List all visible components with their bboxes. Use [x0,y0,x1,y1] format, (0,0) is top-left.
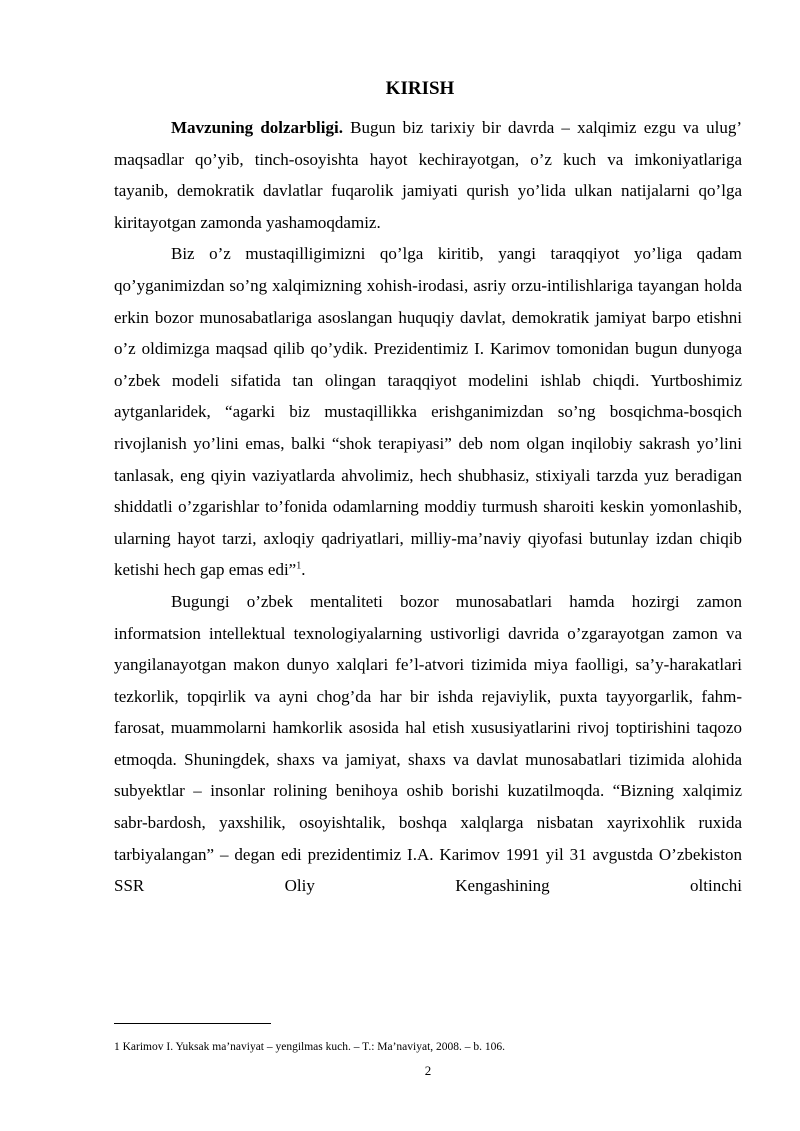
page-number: 2 [424,1063,432,1078]
paragraph-text: Bugun biz tarixiy bir davrda – xalqimiz ezgu va ulug’ maqsadlar qo’yib, tinch-osoyishta hayot kechirayotgan, o’z kuch va imkoniyatlariga tayanib, demokratik davlatlar fuqarolik jamiyati qurish yo’lida ulkan natijalarni qo’lga kiritayotgan zamonda yashamoqdamiz. [114,118,742,232]
paragraph-text: Biz o’z mustaqilligimizni qo’lga kiritib, yangi taraqqiyot yo’liga qadam qo’yganimizdan so’ng xalqimizning xohish-irodasi, asriy orzu-intilishlariga tayangan holda erkin bozor munosabatlariga asoslangan huquqiy davlat, demokratik jamiyat barpo etishni o’z oldimizga maqsad qilib qo’ydik. Prezidentimiz I. Karimov tomonidan bugun dunyoga o’zbek modeli sifatida tan olingan taraqqiyot modelini ishlab chiqdi. Yurtboshimiz aytganlaridek, “agarki biz mustaqillikka erishganimizdan so’ng bosqichma-bosqich rivojlanish yo’lini emas, balki “shok terapiyasi” deb nom olgan inqilobiy sakrash yo’lini tanlasak, eng qiyin vaziyatlarda ahvolimiz, hech shubhasiz, stixiyali tarzda yuz beradigan shiddatli o’zgarishlar to’fonida odamlarning moddiy turmush sharoiti keskin yomonlashib, ularning hayot tarzi, axloqiy qadriyatlari, milliy-ma’naviy qiyofasi butunlay izdan chiqib ketishi hech gap emas edi” [114,244,742,580]
paragraph-text: Bugungi o’zbek mentaliteti bozor munosabatlari hamda hozirgi zamon informatsion intellektual texnologiyalarning ustivorligi davrida o’zgarayotgan zamon va yangilanayotgan makon dunyo xalqlari fe’l-atvori tizimida miya faolligi, sa’y-harakatlari tezkorlik, topqirlik va ayni chog’da har bir ishda rejaviylik, puxta tayyorgarlik, fahm-farosat, muammolarni hamkorlik asosida hal etish xususiyatlarini rivoj toptirishini taqozo etmoqda. Shuningdek, shaxs va jamiyat, shaxs va davlat munosabatlari tizimida alohida subyektlar – insonlar rolining benihoya oshib borishi kuzatilmoqda. “Bizning xalqimiz sabr-bardosh, yaxshilik, osoyishtalik, boshqa xalqlarga nisbatan xayrixohlik ruxida tarbiyalangan” – degan edi prezidentimiz I.A. Karimov 1991 yil 31 avgustda O’zbekiston SSR Oliy Kengashining oltinchi [114,591,742,896]
footnote-reference[interactable]: 1 [296,560,302,572]
paragraph-lead: Mavzuning dolzarbligi. [171,118,343,137]
page-title: KIRISH [385,78,455,99]
paragraph-independence [114,238,742,586]
paragraph-relevance [114,112,742,238]
paragraph-tail: . [301,560,306,580]
paragraph-mentality [114,586,742,902]
footnote: 1 Karimov I. Yuksak ma’naviyat – yengilmas kuch. – T.: Ma’naviyat, 2008. – b. 106. [114,1041,506,1053]
footnote-separator [114,1023,271,1024]
body-text [114,112,742,902]
